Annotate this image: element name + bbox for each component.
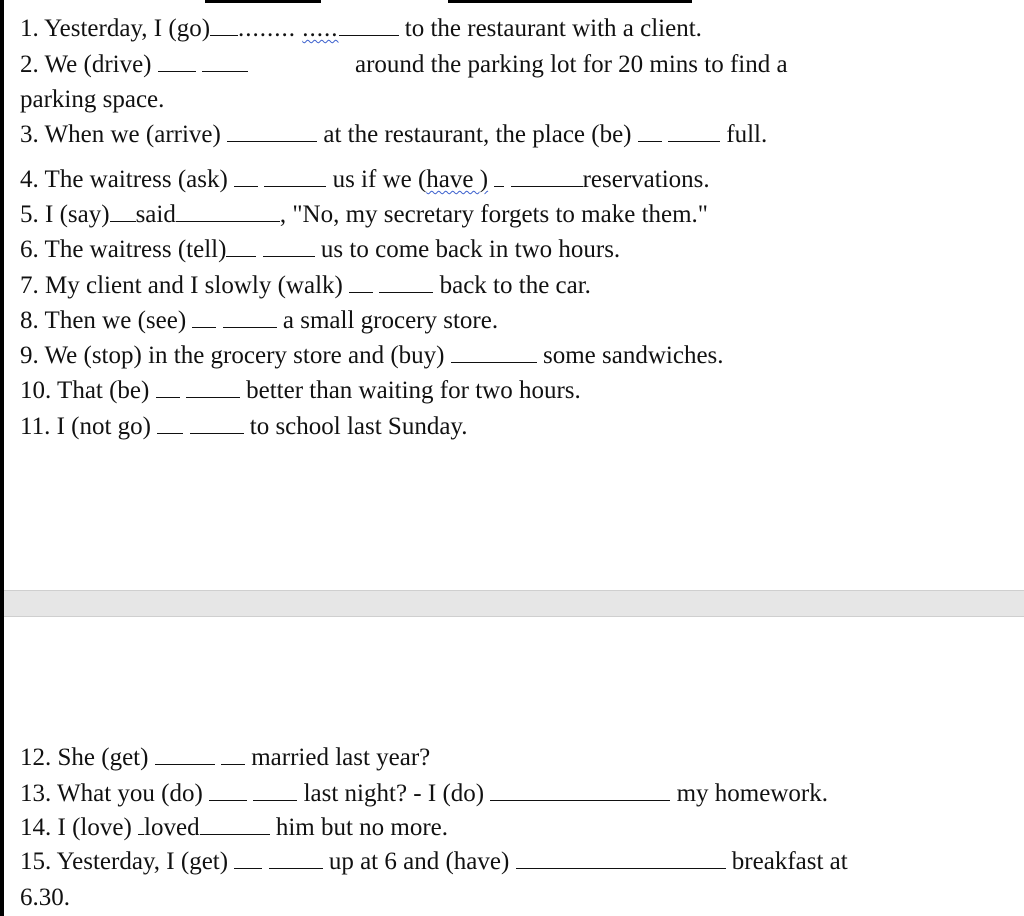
sentence-text: last night? - I (do) — [297, 780, 491, 807]
sentence-11 — [20, 410, 468, 444]
sentence-12 — [20, 741, 430, 775]
answer-blank[interactable] — [223, 305, 277, 328]
sentence-text: 12. She (get) — [20, 744, 155, 771]
sentence-text: full. — [720, 121, 768, 148]
answer-blank[interactable] — [227, 119, 317, 142]
sentence-text: 11. I (not go) — [20, 413, 158, 440]
answer-blank[interactable] — [264, 164, 326, 187]
sentence-text: 10. That (be) — [20, 377, 156, 404]
answer-blank[interactable] — [110, 199, 136, 222]
top-line-fragment — [205, 0, 321, 3]
sentence-9 — [20, 339, 724, 373]
sentence-1 — [20, 12, 702, 46]
sentence-text: 6. The waitress (tell) — [20, 236, 227, 263]
sentence-text: 2. We (drive) — [20, 51, 158, 78]
sentence-text: us if we ( — [326, 166, 427, 193]
sentence-text: , "No, my secretary forgets to make them." — [279, 201, 709, 228]
sentence-text: 7. My client and I slowly (walk) — [20, 272, 350, 299]
answer-blank[interactable] — [209, 778, 247, 801]
answer-blank[interactable] — [210, 13, 238, 36]
document-page-2 — [4, 617, 1024, 916]
sentence-text: better than waiting for two hours. — [239, 377, 581, 404]
answer-blank[interactable] — [516, 846, 726, 869]
answer-blank[interactable] — [234, 846, 262, 869]
sentence-text: 14. I (love) — [20, 814, 139, 841]
answer-blank[interactable] — [349, 270, 373, 293]
sentence-13 — [20, 777, 828, 811]
answer-blank[interactable] — [158, 49, 196, 72]
sentence-text: breakfast at — [725, 848, 848, 875]
sentence-text: parking space. — [20, 86, 165, 113]
sentence-text: 3. When we (arrive) — [20, 121, 228, 148]
sentence-text: some sandwiches. — [536, 342, 724, 369]
sentence-text: at the restaurant, the place (be) — [317, 121, 638, 148]
sentence-text: 5. I (say) — [20, 201, 110, 228]
sentence-text: around the parking lot for 20 mins to find a — [355, 51, 788, 78]
sentence-text: him but no more. — [269, 814, 449, 841]
sentence-text: married last year? — [244, 744, 431, 771]
answer-blank[interactable] — [155, 742, 215, 765]
sentence-8 — [20, 304, 498, 338]
answer-blank[interactable] — [668, 119, 720, 142]
sentence-6 — [20, 233, 620, 267]
sentence-text: a small grocery store. — [276, 307, 499, 334]
sentence-text: 4. The waitress (ask) — [20, 166, 235, 193]
answer-blank[interactable] — [451, 340, 537, 363]
answer-blank[interactable] — [638, 119, 662, 142]
answer-blank[interactable] — [490, 778, 670, 801]
sentence-text: back to the car. — [433, 272, 591, 299]
sentence-2-continued — [20, 83, 164, 117]
answer-blank[interactable] — [269, 846, 323, 869]
spellcheck-mark: ..... — [302, 15, 339, 42]
sentence-text: 8. Then we (see) — [20, 307, 193, 334]
answer-blank[interactable] — [511, 164, 583, 187]
filled-answer: said — [135, 201, 176, 228]
sentence-3 — [20, 118, 767, 152]
answer-blank[interactable] — [186, 375, 240, 398]
sentence-text: 15. Yesterday, I (get) — [20, 848, 235, 875]
answer-blank[interactable] — [156, 375, 180, 398]
dotted-answer: ........ — [238, 15, 297, 42]
answer-blank[interactable] — [190, 411, 244, 434]
document-page-1 — [4, 0, 1024, 590]
sentence-4 — [20, 163, 710, 197]
answer-blank[interactable] — [494, 164, 504, 187]
sentence-text: my homework. — [670, 780, 828, 807]
sentence-7 — [20, 269, 591, 303]
answer-blank[interactable] — [176, 199, 280, 222]
sentence-10 — [20, 374, 581, 408]
answer-blank[interactable] — [234, 164, 258, 187]
sentence-14 — [20, 811, 448, 845]
sentence-text: 1. Yesterday, I (go) — [20, 15, 211, 42]
spellcheck-mark: have ) — [426, 166, 489, 193]
sentence-5 — [20, 198, 708, 232]
sentence-15 — [20, 845, 848, 879]
answer-blank[interactable] — [339, 13, 399, 36]
sentence-2 — [20, 48, 788, 82]
sentence-text: to school last Sunday. — [243, 413, 468, 440]
answer-blank[interactable] — [253, 778, 297, 801]
answer-blank[interactable] — [192, 305, 216, 328]
sentence-text: us to come back in two hours. — [314, 236, 621, 263]
sentence-text: 13. What you (do) — [20, 780, 210, 807]
sentence-text: reservations. — [582, 166, 710, 193]
top-line-fragment — [448, 0, 692, 3]
sentence-text: 9. We (stop) in the grocery store and (buy) — [20, 342, 451, 369]
answer-blank[interactable] — [221, 742, 245, 765]
answer-blank[interactable] — [157, 411, 183, 434]
filled-answer: loved — [144, 814, 200, 841]
page-break — [4, 590, 1024, 617]
answer-blank[interactable] — [200, 812, 270, 835]
answer-blank[interactable] — [379, 270, 433, 293]
sentence-text: to the restaurant with a client. — [398, 15, 702, 42]
answer-blank[interactable] — [226, 234, 256, 257]
sentence-text: up at 6 and (have) — [322, 848, 516, 875]
answer-blank[interactable] — [263, 234, 315, 257]
sentence-text: 6.30. — [20, 884, 70, 911]
sentence-15-continued — [20, 881, 70, 915]
answer-blank[interactable] — [202, 49, 248, 72]
